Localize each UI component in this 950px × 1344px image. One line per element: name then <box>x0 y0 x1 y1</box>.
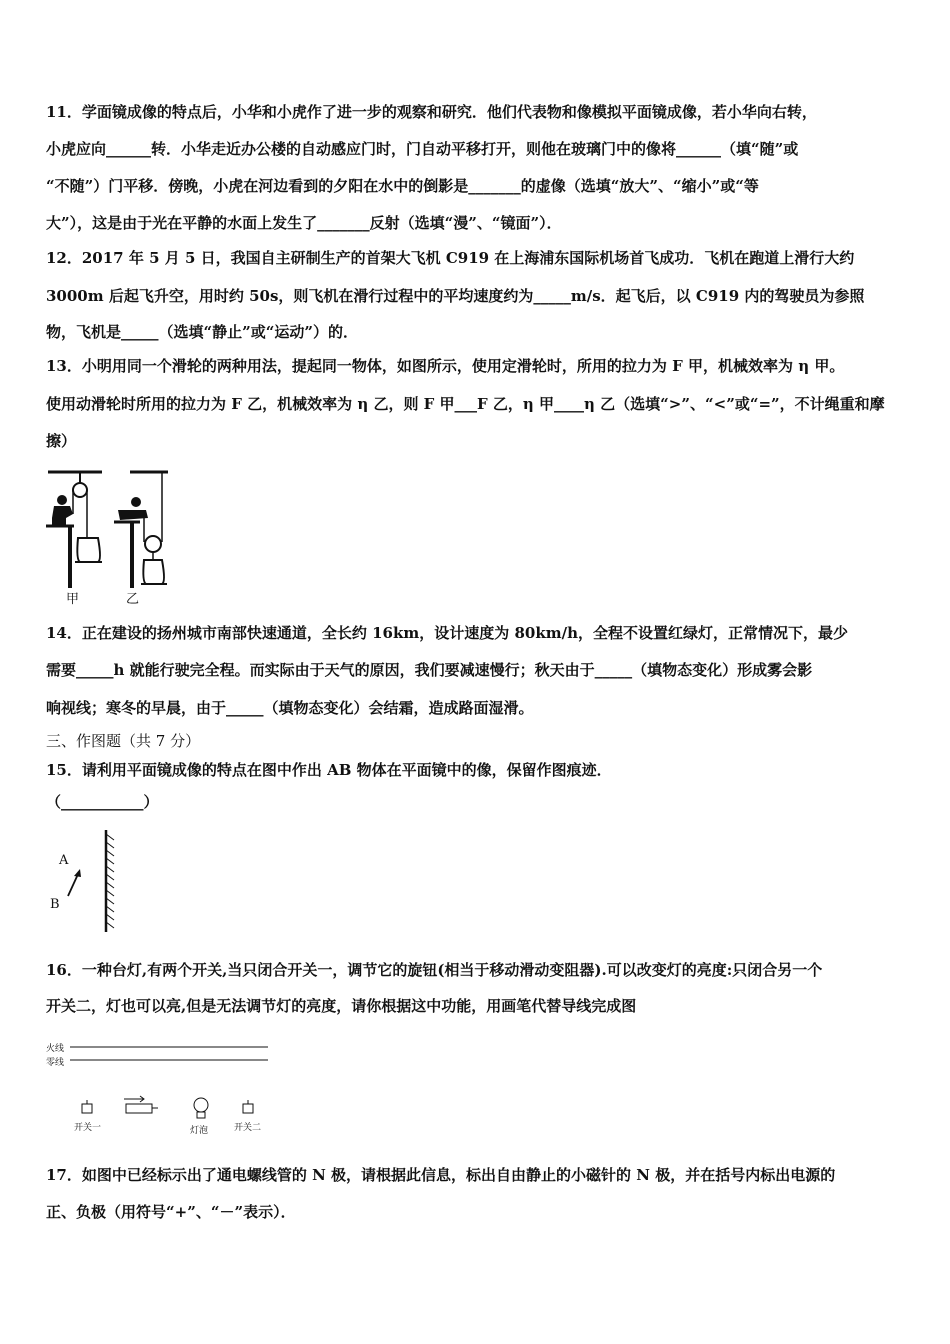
switch-one <box>82 1100 92 1113</box>
q11-line-2: 小虎应向______转．小华走近办公楼的自动感应门时，门自动平移打开，则他在玻璃门中的像将______（填“随”或 <box>46 140 799 158</box>
circuit-figure <box>44 1038 284 1143</box>
pulley-figure <box>40 466 175 606</box>
q16-line-1: 16．一种台灯,有两个开关,当只闭合开关一，调节它的旋钮(相当于移动滑动变阻器).可以改变灯的亮度:只闭合另一个 <box>46 961 823 979</box>
q13-line-2: 使用动滑轮时所用的拉力为 F 乙，机械效率为 η 乙，则 F 甲___F 乙，η 甲____η 乙（选填“>”、“<”或“=”，不计绳重和摩 <box>46 395 885 413</box>
section-title: 三、作图题（共 7 分） <box>46 732 201 750</box>
q17-line-2: 正、负极（用符号“+”、“－”表示）． <box>46 1203 296 1221</box>
fire-wire-label: 火线 <box>46 1044 65 1054</box>
q16-line-2: 开关二，灯也可以亮,但是无法调节灯的亮度，请你根据这中功能，用画笔代替导线完成图 <box>46 997 637 1015</box>
zero-wire-label: 零线 <box>46 1058 65 1068</box>
q17-line-1: 17．如图中已经标示出了通电螺线管的 N 极，请根据此信息，标出自由静止的小磁针的 N 极，并在括号内标出电源的 <box>46 1166 836 1184</box>
q12-line-1: 12．2017 年 5 月 5 日，我国自主研制生产的首架大飞机 C919 在上海浦东国际机场首飞成功．飞机在跑道上滑行大约 <box>46 249 855 267</box>
movable-pulley-setup <box>114 472 168 588</box>
switch-two <box>243 1100 253 1113</box>
q15-line-1: 15．请利用平面镜成像的特点在图中作出 AB 物体在平面镜中的像，保留作图痕迹． <box>46 761 612 779</box>
label-b: B <box>50 897 60 912</box>
mirror-figure <box>44 826 134 938</box>
label-a: A <box>59 853 69 868</box>
switch-two-label: 开关二 <box>234 1123 262 1133</box>
q15-answer-blank: （___________） <box>46 793 159 811</box>
bulb-label: 灯泡 <box>190 1126 209 1136</box>
bulb <box>194 1098 208 1118</box>
fig-label-yi: 乙 <box>126 592 140 606</box>
q13-line-1: 13．小明用同一个滑轮的两种用法，提起同一物体，如图所示，使用定滑轮时，所用的拉力为 F 甲，机械效率为 η 甲。 <box>46 357 845 375</box>
q13-line-3: 擦） <box>46 432 77 450</box>
q11-line-4: 大”），这是由于光在平静的水面上发生了_______反射（选填“漫”、“镜面”）． <box>46 214 562 232</box>
q14-line-1: 14．正在建设的扬州城市南部快速通道，全长约 16km，设计速度为 80km/h，全程不设置红绿灯，正常情况下，最少 <box>46 624 848 642</box>
q14-line-2: 需要_____h 就能行驶完全程。而实际由于天气的原因，我们要减速慢行；秋天由于_____（填物态变化）形成雾会影 <box>46 661 813 679</box>
fig-label-jia: 甲 <box>66 592 80 606</box>
q12-line-2: 3000m 后起飞升空，用时约 50s，则飞机在滑行过程中的平均速度约为_____m/s．起飞后，以 C919 内的驾驶员为参照 <box>46 287 865 305</box>
q14-line-3: 响视线；寒冬的早晨，由于_____（填物态变化）会结霜，造成路面湿滑。 <box>46 699 534 717</box>
q12-line-3: 物，飞机是_____（选填“静止”或“运动”）的． <box>46 323 359 341</box>
rheostat <box>124 1096 158 1113</box>
switch-one-label: 开关一 <box>74 1123 102 1133</box>
fixed-pulley-setup <box>46 472 102 588</box>
q11-line-1: 11．学面镜成像的特点后，小华和小虎作了进一步的观察和研究．他们代表物和像模拟平面镜成像，若小华向右转， <box>46 103 817 121</box>
q11-line-3: “不随”）门平移．傍晚，小虎在河边看到的夕阳在水中的倒影是_______的虚像（选填“放大”、“缩小”或“等 <box>46 177 759 195</box>
arrow-head <box>74 869 81 877</box>
